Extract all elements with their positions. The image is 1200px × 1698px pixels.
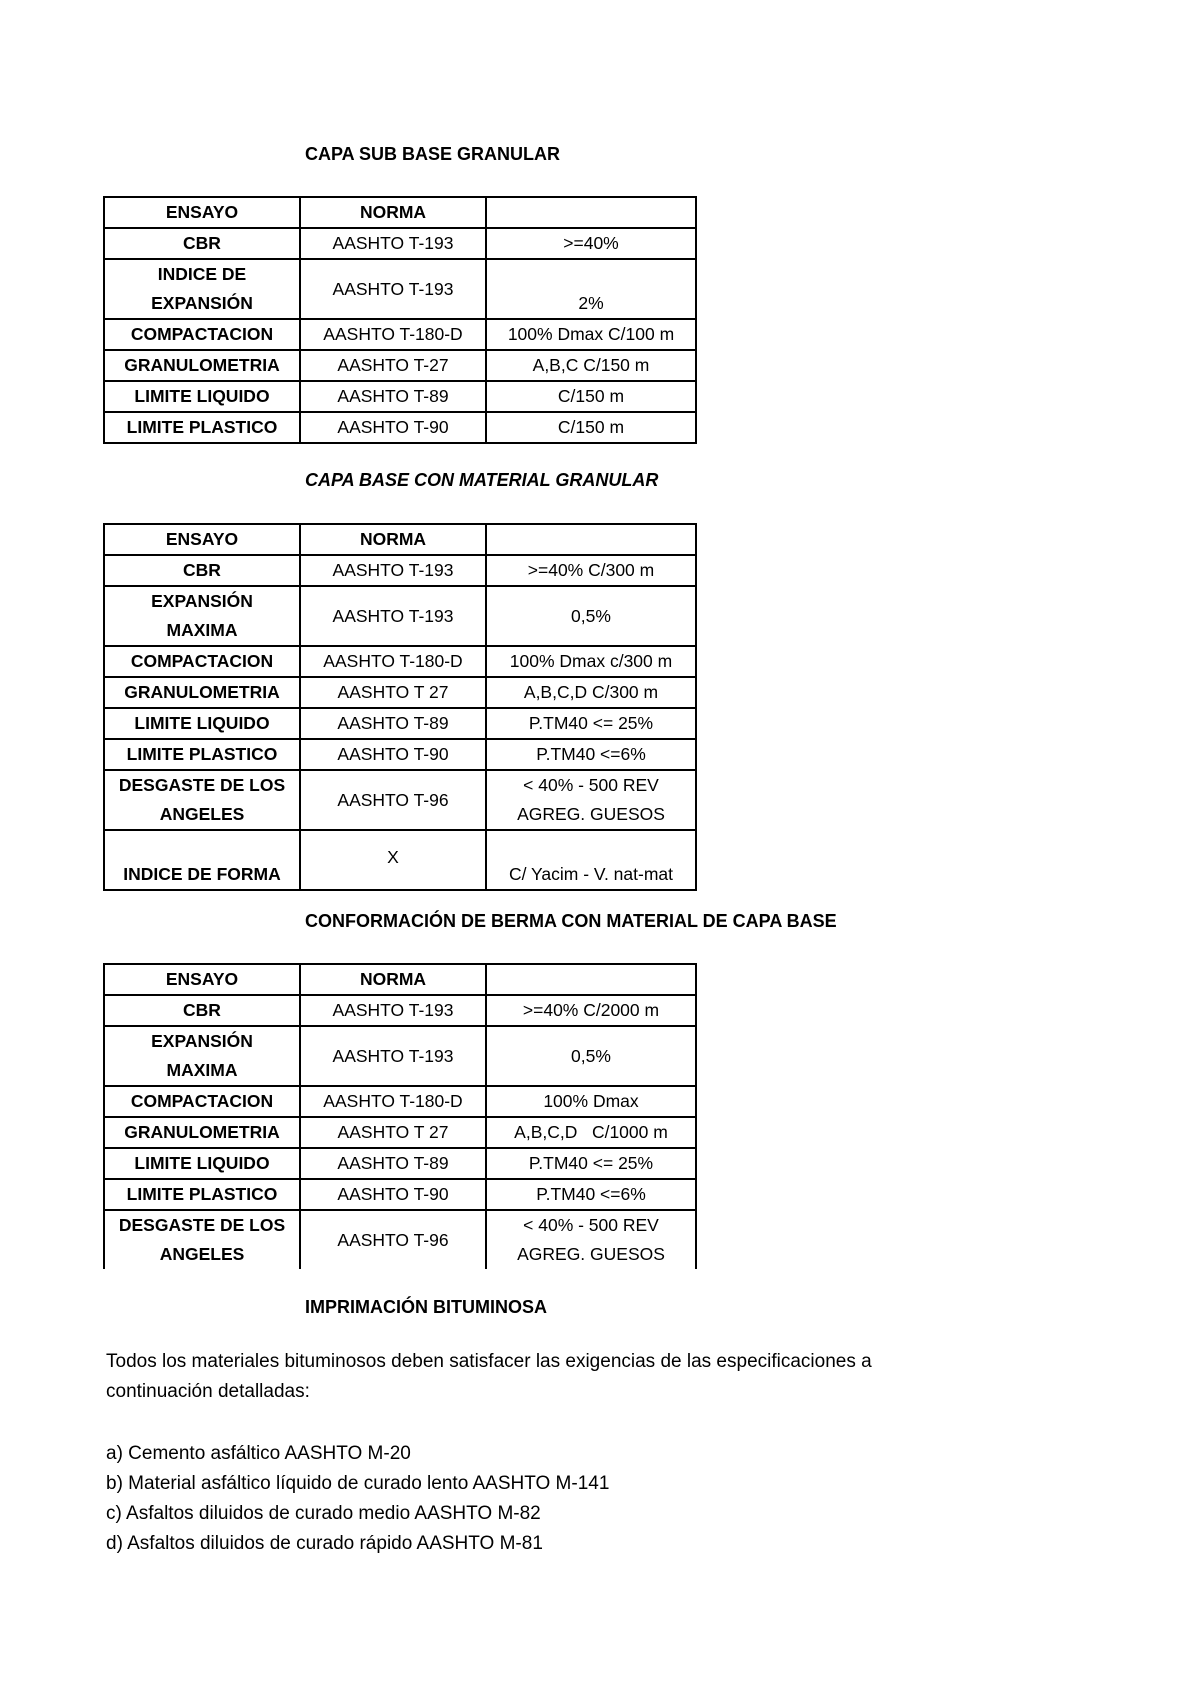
table-row <box>104 1179 696 1210</box>
table-row <box>104 1117 696 1148</box>
cell-ensayo: LIMITE PLASTICO <box>104 739 300 770</box>
cell-ensayo: LIMITE PLASTICO <box>104 412 300 443</box>
table-row <box>104 228 696 259</box>
cell-norma: AASHTO T-96 <box>300 1210 486 1269</box>
table-row <box>104 259 696 319</box>
cell-valor: P.TM40 <=6% <box>486 739 696 770</box>
cell-norma: AASHTO T-193 <box>300 259 486 319</box>
cell-valor: 0,5% <box>486 1026 696 1086</box>
cell-valor: P.TM40 <= 25% <box>486 708 696 739</box>
table-header-row <box>104 964 696 995</box>
section-title-imprimacion: IMPRIMACIÓN BITUMINOSA <box>305 1297 547 1317</box>
list-item: b) Material asfáltico líquido de curado lento AASHTO M-141 <box>106 1473 610 1494</box>
list-item: c) Asfaltos diluidos de curado medio AASHTO M-82 <box>106 1503 541 1524</box>
cell-ensayo: GRANULOMETRIA <box>104 677 300 708</box>
cell-line: MAXIMA <box>166 620 238 640</box>
cell-ensayo: CBR <box>104 555 300 586</box>
cell-ensayo: COMPACTACION <box>104 646 300 677</box>
table-row <box>104 677 696 708</box>
cell-valor: >=40% C/2000 m <box>486 995 696 1026</box>
table-row <box>104 708 696 739</box>
cell-valor: C/150 m <box>486 412 696 443</box>
cell-line: EXPANSIÓN <box>151 293 253 313</box>
cell-norma: AASHTO T-96 <box>300 770 486 830</box>
cell-line: DESGASTE DE LOS <box>118 1215 286 1235</box>
section-title-capa-base: CAPA BASE CON MATERIAL GRANULAR <box>305 470 659 490</box>
table-row <box>104 350 696 381</box>
cell-line: < 40% - 500 REV <box>523 775 659 795</box>
table-sub-base <box>103 196 697 444</box>
cell-valor <box>486 770 696 830</box>
cell-line: DESGASTE DE LOS <box>118 775 286 795</box>
cell-norma: AASHTO T-193 <box>300 228 486 259</box>
table-row <box>104 830 696 890</box>
table-berma <box>103 963 697 1269</box>
paragraph-line: continuación detalladas: <box>106 1381 310 1402</box>
cell-norma: AASHTO T-193 <box>300 586 486 646</box>
cell-norma: AASHTO T-180-D <box>300 319 486 350</box>
cell-line: AGREG. GUESOS <box>517 1244 665 1264</box>
cell-ensayo <box>104 586 300 646</box>
cell-ensayo: LIMITE LIQUIDO <box>104 708 300 739</box>
cell-ensayo <box>104 770 300 830</box>
header-ensayo: ENSAYO <box>104 964 300 995</box>
header-ensayo: ENSAYO <box>104 524 300 555</box>
cell-valor: A,B,C,D C/300 m <box>486 677 696 708</box>
table-header-row <box>104 524 696 555</box>
cell-valor: A,B,C,D C/1000 m <box>486 1117 696 1148</box>
cell-ensayo: LIMITE PLASTICO <box>104 1179 300 1210</box>
cell-line: ANGELES <box>159 804 245 824</box>
cell-norma: AASHTO T-193 <box>300 1026 486 1086</box>
cell-valor: 100% Dmax c/300 m <box>486 646 696 677</box>
cell-valor: 2% <box>486 259 696 319</box>
cell-norma: AASHTO T-193 <box>300 555 486 586</box>
header-norma: NORMA <box>300 964 486 995</box>
materials-list <box>106 1439 609 1559</box>
table-row <box>104 646 696 677</box>
cell-ensayo: LIMITE LIQUIDO <box>104 381 300 412</box>
cell-line: ANGELES <box>159 1244 245 1264</box>
cell-ensayo: LIMITE LIQUIDO <box>104 1148 300 1179</box>
paragraph-line: Todos los materiales bituminosos deben satisfacer las exigencias de las especificaciones a <box>106 1351 872 1372</box>
cell-norma: AASHTO T-27 <box>300 350 486 381</box>
cell-valor: P.TM40 <= 25% <box>486 1148 696 1179</box>
cell-norma: AASHTO T-90 <box>300 412 486 443</box>
cell-ensayo: GRANULOMETRIA <box>104 350 300 381</box>
table-row <box>104 412 696 443</box>
cell-ensayo: COMPACTACION <box>104 319 300 350</box>
table-capa-base <box>103 523 697 891</box>
table-header-row <box>104 197 696 228</box>
cell-line: INDICE DE <box>157 264 247 284</box>
cell-norma: AASHTO T-89 <box>300 1148 486 1179</box>
cell-valor: C/ Yacim - V. nat-mat <box>486 830 696 890</box>
cell-ensayo <box>104 1210 300 1269</box>
header-valor <box>486 964 696 995</box>
cell-norma: X <box>300 830 486 890</box>
cell-valor: >=40% <box>486 228 696 259</box>
table-row <box>104 739 696 770</box>
cell-norma: AASHTO T-90 <box>300 739 486 770</box>
cell-ensayo: CBR <box>104 995 300 1026</box>
table-row <box>104 1148 696 1179</box>
table-row <box>104 381 696 412</box>
table-row <box>104 319 696 350</box>
cell-norma: AASHTO T 27 <box>300 677 486 708</box>
table-row <box>104 995 696 1026</box>
cell-ensayo <box>104 1026 300 1086</box>
cell-ensayo: CBR <box>104 228 300 259</box>
cell-ensayo: INDICE DE FORMA <box>104 830 300 890</box>
section-title-sub-base: CAPA SUB BASE GRANULAR <box>305 144 561 164</box>
header-valor <box>486 197 696 228</box>
cell-norma: AASHTO T-90 <box>300 1179 486 1210</box>
header-valor <box>486 524 696 555</box>
list-item: d) Asfaltos diluidos de curado rápido AASHTO M-81 <box>106 1533 543 1554</box>
list-item: a) Cemento asfáltico AASHTO M-20 <box>106 1443 411 1464</box>
cell-valor: P.TM40 <=6% <box>486 1179 696 1210</box>
header-ensayo: ENSAYO <box>104 197 300 228</box>
cell-valor: >=40% C/300 m <box>486 555 696 586</box>
cell-valor <box>486 1210 696 1269</box>
table-row <box>104 1086 696 1117</box>
cell-norma: AASHTO T-89 <box>300 381 486 412</box>
cell-norma: AASHTO T-89 <box>300 708 486 739</box>
header-norma: NORMA <box>300 197 486 228</box>
cell-valor: 0,5% <box>486 586 696 646</box>
cell-valor: C/150 m <box>486 381 696 412</box>
cell-ensayo: GRANULOMETRIA <box>104 1117 300 1148</box>
cell-norma: AASHTO T-180-D <box>300 646 486 677</box>
cell-ensayo: COMPACTACION <box>104 1086 300 1117</box>
cell-norma: AASHTO T-180-D <box>300 1086 486 1117</box>
cell-line: MAXIMA <box>166 1060 238 1080</box>
table-row <box>104 555 696 586</box>
cell-norma: AASHTO T 27 <box>300 1117 486 1148</box>
cell-norma: AASHTO T-193 <box>300 995 486 1026</box>
cell-line: AGREG. GUESOS <box>517 804 665 824</box>
cell-line: EXPANSIÓN <box>151 1031 253 1051</box>
cell-valor: 100% Dmax C/100 m <box>486 319 696 350</box>
table-row <box>104 586 696 646</box>
cell-ensayo <box>104 259 300 319</box>
cell-line: < 40% - 500 REV <box>523 1215 659 1235</box>
table-row <box>104 770 696 830</box>
cell-line: EXPANSIÓN <box>151 591 253 611</box>
table-row <box>104 1210 696 1269</box>
header-norma: NORMA <box>300 524 486 555</box>
table-row <box>104 1026 696 1086</box>
section-title-berma: CONFORMACIÓN DE BERMA CON MATERIAL DE CAPA BASE <box>305 911 837 931</box>
cell-valor: 100% Dmax <box>486 1086 696 1117</box>
cell-valor: A,B,C C/150 m <box>486 350 696 381</box>
